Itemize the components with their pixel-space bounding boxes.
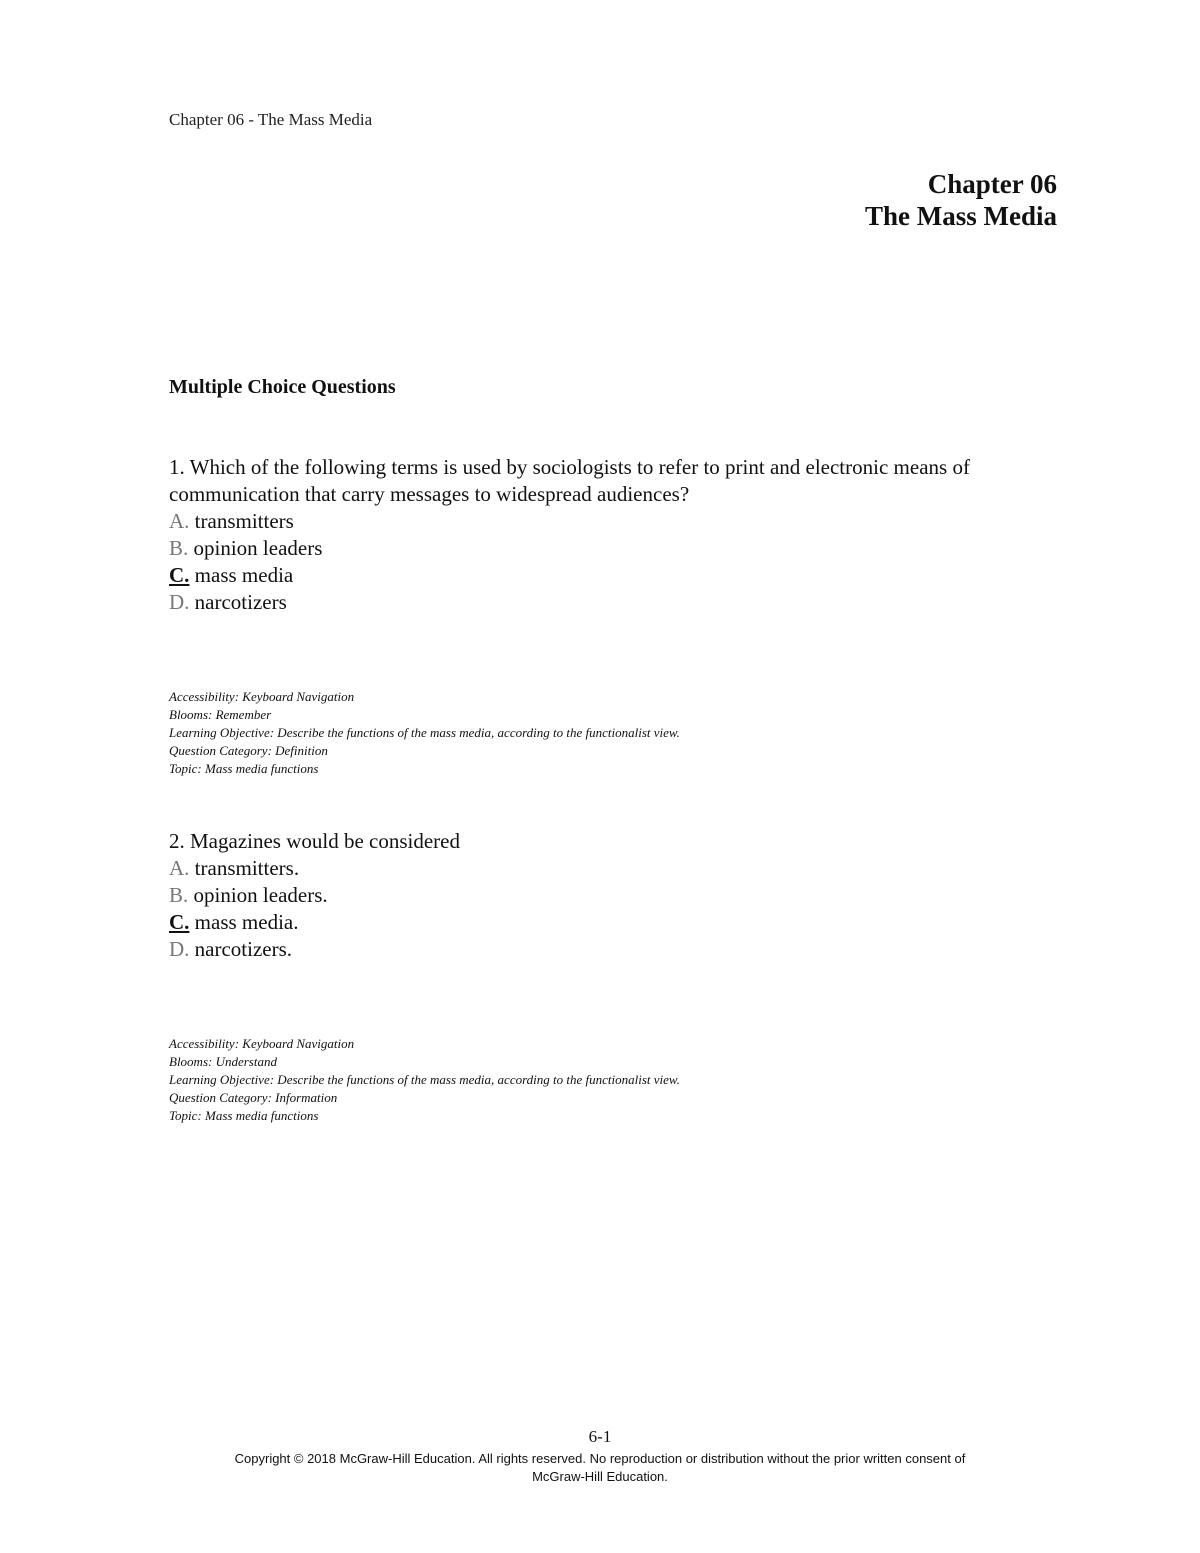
section-heading: Multiple Choice Questions xyxy=(169,376,396,398)
option-text: mass media. xyxy=(189,910,299,934)
copyright-line: Copyright © 2018 McGraw-Hill Education. All rights reserved. No reproduction or distribution without the prior written consent of xyxy=(234,1451,966,1466)
option-letter: B. xyxy=(169,536,189,560)
meta-blooms: Blooms: Understand xyxy=(169,1054,277,1069)
answer-options xyxy=(169,508,1069,616)
answer-option-c xyxy=(169,562,1069,589)
chapter-name: The Mass Media xyxy=(865,201,1057,231)
running-header: Chapter 06 - The Mass Media xyxy=(169,110,373,129)
option-text: opinion leaders. xyxy=(188,883,328,907)
page-footer xyxy=(0,1426,1200,1486)
chapter-number: Chapter 06 xyxy=(927,169,1057,199)
meta-blooms: Blooms: Remember xyxy=(169,707,272,722)
question-2 xyxy=(169,828,1069,963)
meta-topic: Topic: Mass media functions xyxy=(169,761,319,776)
answer-options xyxy=(169,855,1069,963)
meta-learning-objective: Learning Objective: Describe the functions of the mass media, according to the functionalist view. xyxy=(169,1072,680,1087)
answer-option-d xyxy=(169,936,1069,963)
option-text: transmitters. xyxy=(189,856,300,880)
option-letter: A. xyxy=(169,509,190,533)
answer-option-b xyxy=(169,535,1069,562)
question-stem: 2. Magazines would be considered xyxy=(169,829,460,853)
question-1 xyxy=(169,454,1069,616)
option-text: narcotizers. xyxy=(189,937,293,961)
option-letter: B. xyxy=(169,883,189,907)
chapter-title xyxy=(865,168,1057,232)
correct-option-letter: C. xyxy=(169,910,190,934)
question-2-metadata xyxy=(169,1035,680,1125)
page-number: 6-1 xyxy=(588,1427,612,1446)
meta-question-category: Question Category: Information xyxy=(169,1090,338,1105)
option-text: opinion leaders xyxy=(188,536,323,560)
answer-option-a xyxy=(169,855,1069,882)
option-letter: D. xyxy=(169,590,190,614)
question-stem: 1. Which of the following terms is used by sociologists to refer to print and electronic means of communication that carry messages to widespread audiences? xyxy=(169,455,970,506)
answer-option-d xyxy=(169,589,1069,616)
meta-accessibility: Accessibility: Keyboard Navigation xyxy=(169,689,355,704)
option-text: mass media xyxy=(189,563,294,587)
option-text: narcotizers xyxy=(189,590,287,614)
question-1-metadata xyxy=(169,688,680,778)
answer-option-c xyxy=(169,909,1069,936)
copyright-notice xyxy=(0,1450,1200,1486)
answer-option-b xyxy=(169,882,1069,909)
answer-option-a xyxy=(169,508,1069,535)
meta-learning-objective: Learning Objective: Describe the functions of the mass media, according to the functionalist view. xyxy=(169,725,680,740)
option-letter: A. xyxy=(169,856,190,880)
correct-option-letter: C. xyxy=(169,563,190,587)
option-letter: D. xyxy=(169,937,190,961)
copyright-line: McGraw-Hill Education. xyxy=(532,1469,668,1484)
meta-question-category: Question Category: Definition xyxy=(169,743,328,758)
meta-topic: Topic: Mass media functions xyxy=(169,1108,319,1123)
option-text: transmitters xyxy=(189,509,294,533)
meta-accessibility: Accessibility: Keyboard Navigation xyxy=(169,1036,355,1051)
